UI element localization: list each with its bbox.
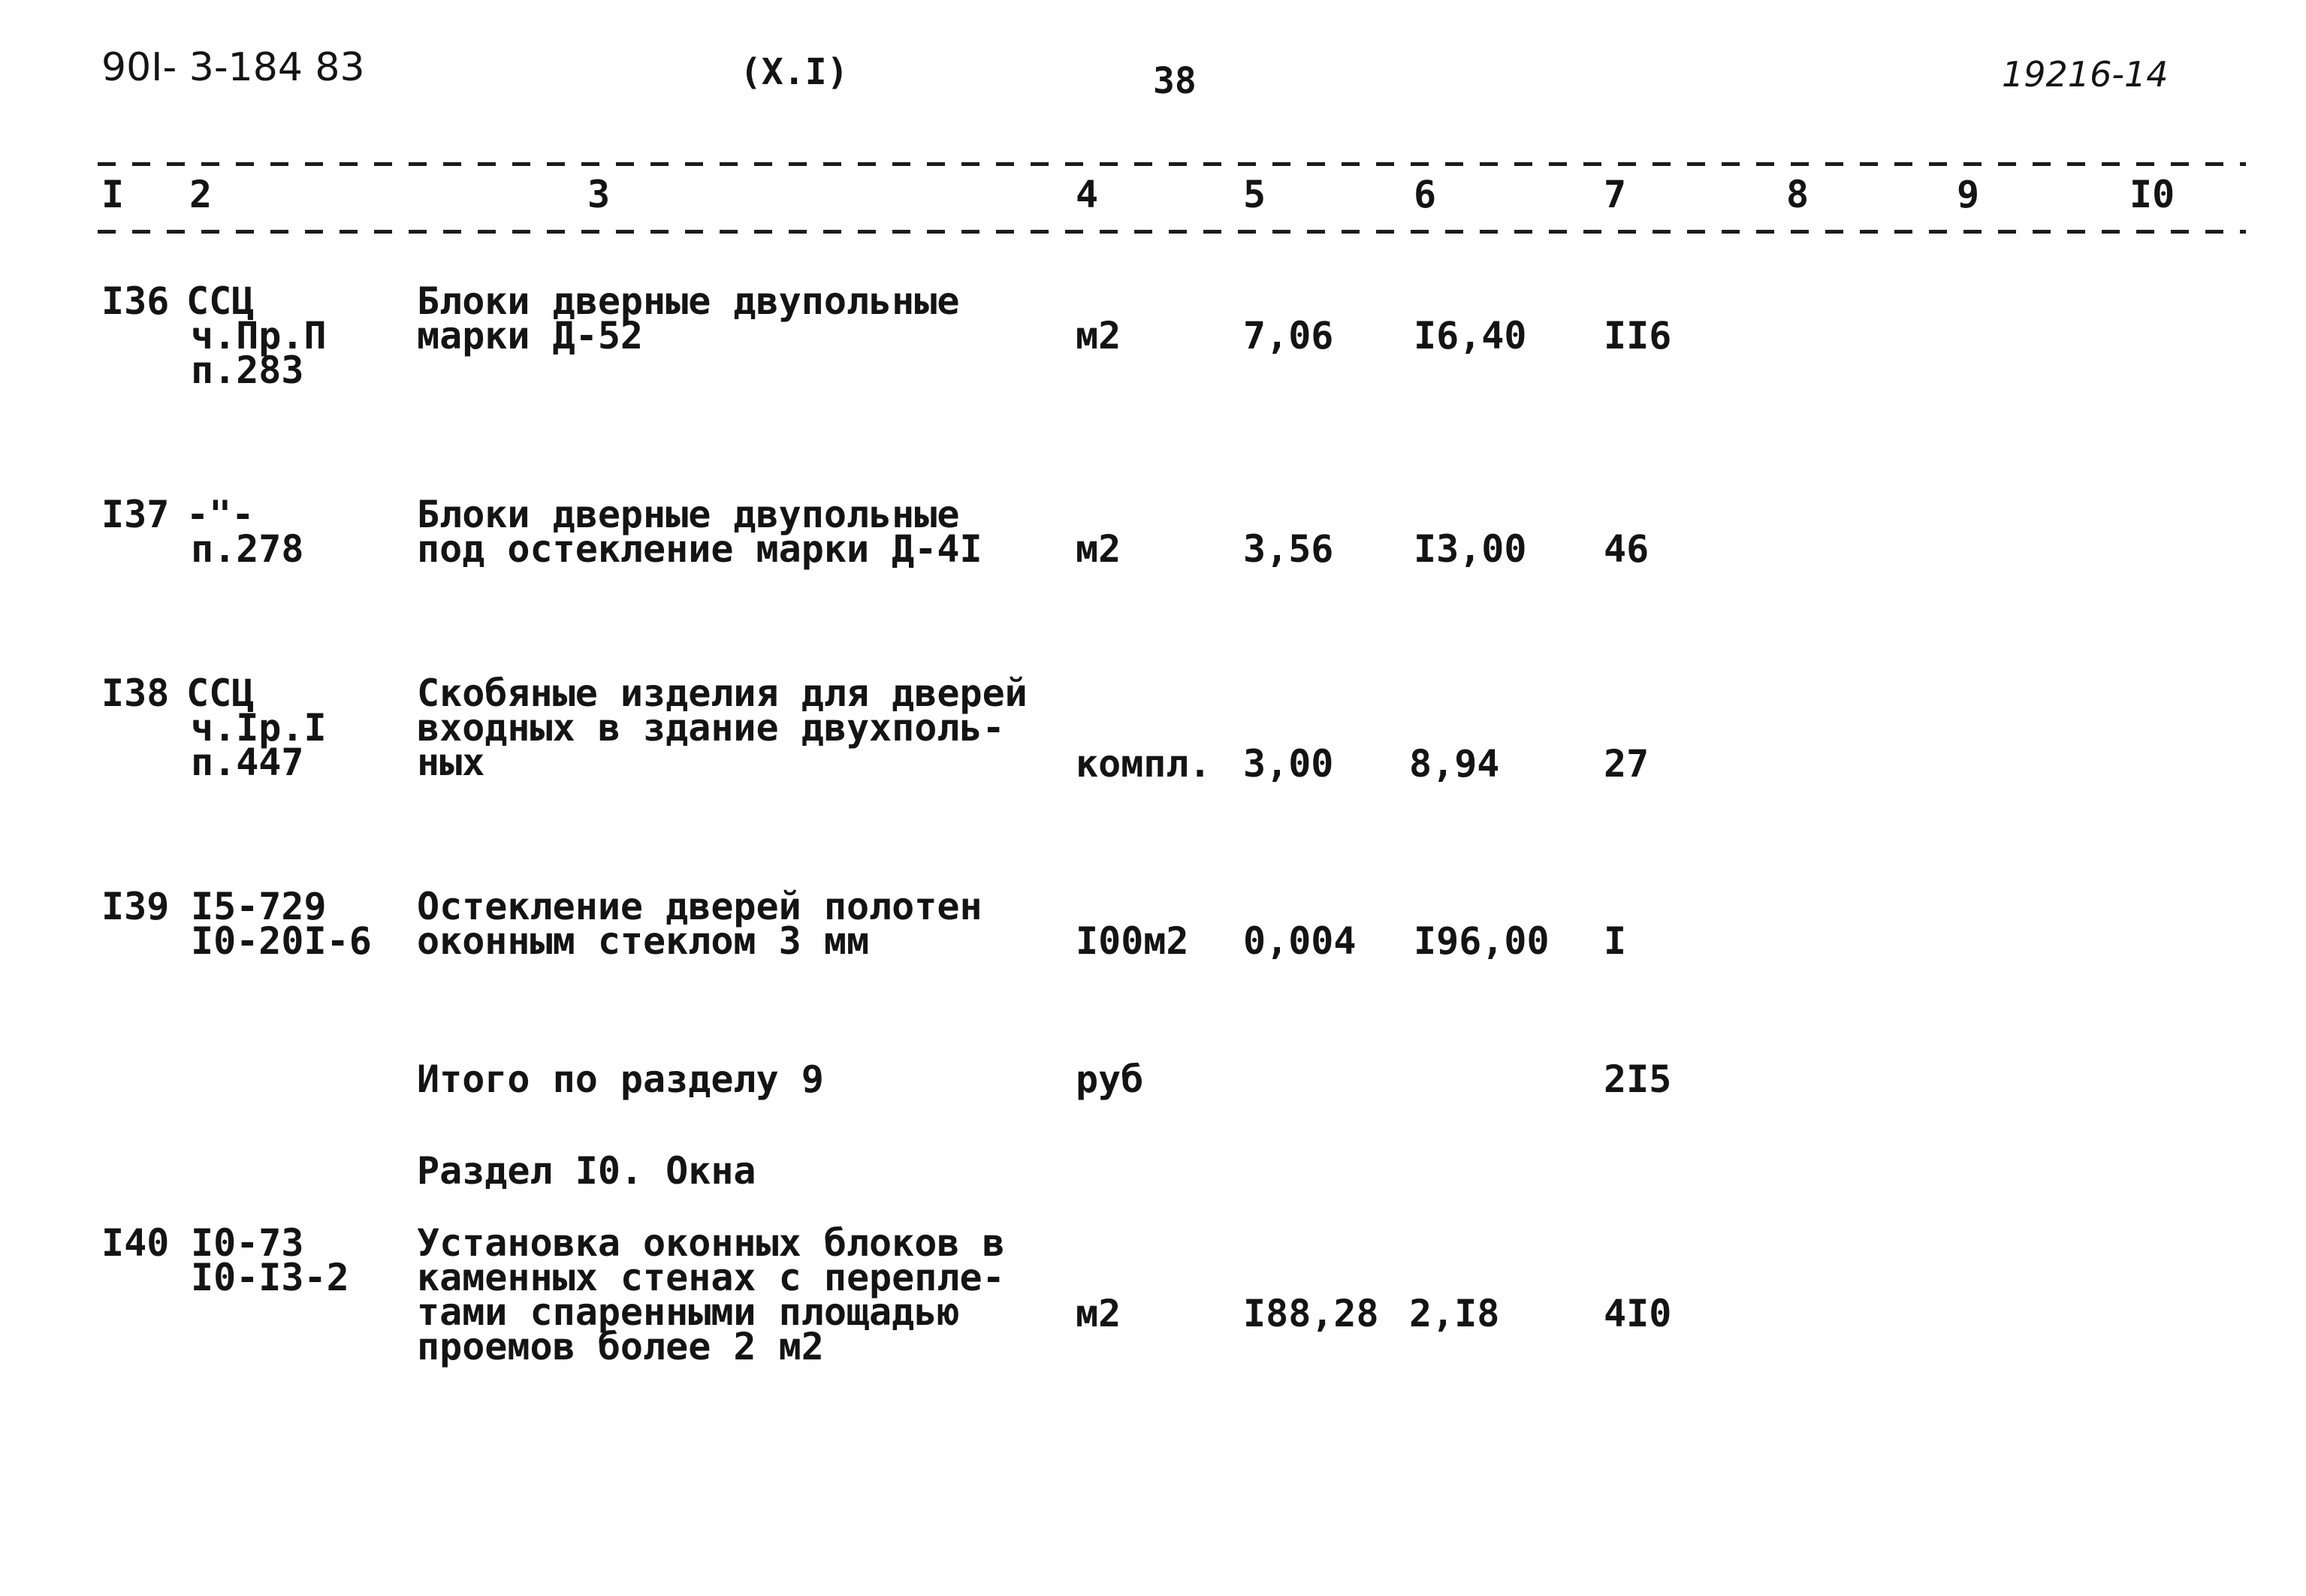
row-number: I38 [101, 671, 170, 715]
column-number-5: 5 [1243, 173, 1266, 216]
row-quantity: 3,00 [1243, 742, 1334, 786]
row-description: Скобяные изделия для дверей входных в здание двухполь- ных [417, 671, 1028, 784]
bottom-dashed-rule [98, 230, 2246, 234]
row-unit-price: 2,I8 [1409, 1292, 1500, 1335]
row-description: Установка оконных блоков в каменных стенах с перепле- тами спаренными площадью проемов более 2 м2 [417, 1221, 1005, 1368]
column-number-2: 2 [189, 173, 213, 216]
row-quantity: I88,28 [1243, 1292, 1379, 1335]
section-code: (X.I) [740, 51, 849, 93]
row-number: I39 [101, 885, 170, 928]
row-code: I5-729 I0-20I-6 [191, 885, 372, 963]
document-code: 90I- 3-184 83 [101, 45, 365, 90]
subtotal-label: Итого по разделу 9 [417, 1057, 824, 1101]
column-number-10: I0 [2129, 173, 2175, 216]
row-quantity: 3,56 [1243, 527, 1334, 571]
row-description: Остекление дверей полотен оконным стеклом 3 мм [417, 885, 982, 963]
column-number-1: I [101, 173, 125, 216]
row-number: I37 [101, 493, 170, 536]
row-code: -"- п.278 [186, 493, 304, 571]
column-number-3: 3 [587, 173, 611, 216]
row-unit: м2 [1076, 314, 1121, 358]
row-code: I0-73 I0-I3-2 [191, 1221, 349, 1299]
row-code: ССЦ ч.Пр.П п.283 [186, 279, 327, 392]
row-code: ССЦ ч.Iр.I п.447 [186, 671, 327, 784]
row-number: I36 [101, 279, 170, 323]
row-total: I [1604, 919, 1627, 963]
row-unit-price: I6,40 [1414, 314, 1527, 358]
row-total: 27 [1604, 742, 1650, 786]
row-number: I40 [101, 1221, 170, 1265]
row-unit-price: 8,94 [1409, 742, 1500, 786]
row-total: 46 [1604, 527, 1650, 571]
row-quantity: 0,004 [1243, 919, 1357, 963]
row-unit-price: I96,00 [1414, 919, 1550, 963]
subtotal-unit: руб [1076, 1057, 1144, 1101]
column-number-7: 7 [1604, 173, 1627, 216]
row-unit: м2 [1076, 1292, 1121, 1335]
row-quantity: 7,06 [1243, 314, 1334, 358]
row-total: 4I0 [1604, 1292, 1672, 1335]
top-dashed-rule [98, 162, 2246, 166]
column-number-6: 6 [1414, 173, 1437, 216]
row-description: Блоки дверные двупольные под остекление марки Д-4I [417, 493, 982, 571]
column-number-9: 9 [1957, 173, 1980, 216]
row-unit: м2 [1076, 527, 1121, 571]
row-description: Блоки дверные двупольные марки Д-52 [417, 279, 960, 358]
column-number-4: 4 [1076, 173, 1099, 216]
row-total: II6 [1604, 314, 1672, 358]
row-unit-price: I3,00 [1414, 527, 1527, 571]
column-number-8: 8 [1786, 173, 1809, 216]
row-unit: компл. [1076, 742, 1212, 786]
section-title: Раздел I0. Окна [417, 1149, 756, 1193]
page-number: 38 [1153, 60, 1197, 102]
row-unit: I00м2 [1076, 919, 1189, 963]
archive-stamp-number: 19216-14 [2002, 54, 2169, 95]
subtotal-total: 2I5 [1604, 1057, 1672, 1101]
